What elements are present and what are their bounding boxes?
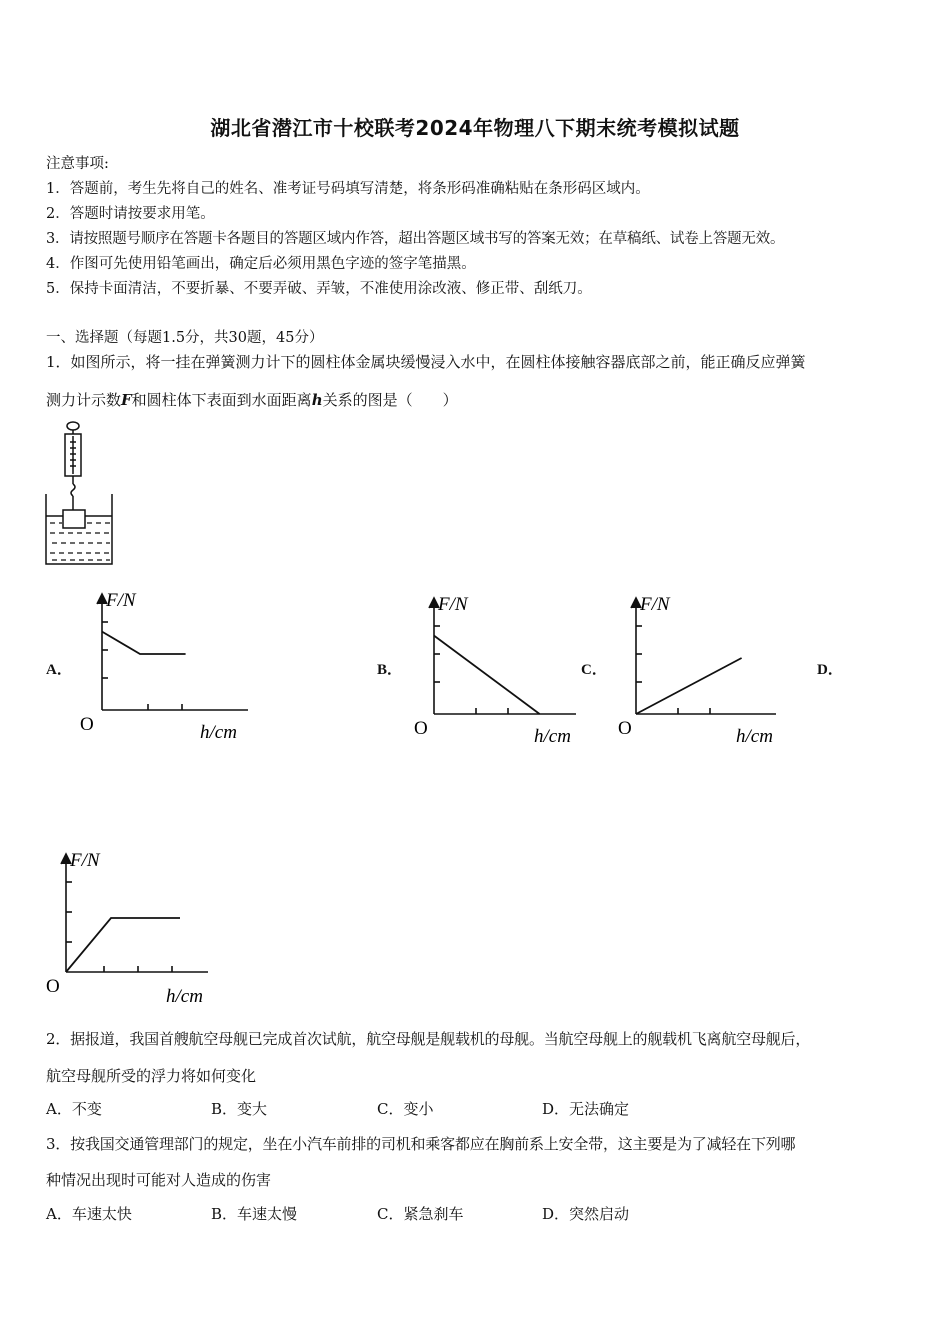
notice-item: 4．作图可先使用铅笔画出，确定后必须用黑色字迹的签字笔描黑。: [46, 256, 476, 272]
variable-f: F: [121, 391, 132, 409]
q1-text-part: 和圆柱体下表面到水面距离: [131, 391, 312, 409]
origin-label: O: [80, 714, 94, 735]
origin-label: O: [414, 718, 428, 739]
section-heading: 一、选择题（每题1.5分，共30题，45分）: [46, 330, 324, 346]
y-axis-label: F/N: [70, 850, 100, 871]
data-line: [434, 636, 540, 714]
spring-scale-apparatus-figure: [40, 418, 120, 570]
y-axis-label: F/N: [438, 594, 468, 615]
notice-item: 1．答题前，考生先将自己的姓名、准考证号码填写清楚，将条形码准确粘贴在条形码区域内。: [46, 181, 650, 197]
q3-stem-line1: 3．按我国交通管理部门的规定，坐在小汽车前排的司机和乘客都应在胸前系上安全带，这主要是为了减轻在下列哪: [46, 1135, 796, 1153]
origin-label: O: [46, 976, 60, 997]
q2-option-b: B．变大: [211, 1100, 268, 1118]
y-axis-label: F/N: [640, 594, 670, 615]
variable-h: h: [311, 391, 323, 409]
notice-item: 3．请按照题号顺序在答题卡各题目的答题区域内作答，超出答题区域书写的答案无效；在草稿纸、试卷上答题无效。: [46, 231, 785, 247]
q2-stem-line1: 2．据报道，我国首艘航空母舰已完成首次试航，航空母舰是舰载机的母舰。当航空母舰上的舰载机飞离航空母舰后，: [46, 1030, 811, 1048]
graph-option-d: [42, 846, 218, 1006]
q3-option-d: D．突然启动: [542, 1205, 630, 1223]
q2-option-d: D．无法确定: [542, 1100, 630, 1118]
q3-option-c: C．紧急刹车: [377, 1205, 464, 1223]
q3-option-a: A．车速太快: [46, 1205, 132, 1223]
notice-item: 5．保持卡面清洁，不要折暴、不要弄破、弄皱，不准使用涂改液、修正带、刮纸刀。: [46, 281, 592, 297]
q1-stem-line1: 1．如图所示，将一挂在弹簧测力计下的圆柱体金属块缓慢浸入水中，在圆柱体接触容器底部之前，能正确反应弹簧: [46, 353, 806, 371]
notice-item: 2．答题时请按要求用笔。: [46, 206, 215, 222]
q3-option-b: B．车速太慢: [211, 1205, 298, 1223]
q3-stem-line2: 种情况出现时可能对人造成的伤害: [46, 1171, 272, 1189]
y-axis-label: F/N: [106, 590, 136, 611]
x-axis-label: h/cm: [200, 722, 237, 743]
q1-text-part: 测力计示数: [46, 391, 122, 409]
q2-option-c: C．变小: [377, 1100, 434, 1118]
option-d-label: D．: [817, 662, 843, 678]
data-line: [66, 918, 180, 972]
q2-stem-line2: 航空母舰所受的浮力将如何变化: [46, 1067, 257, 1085]
x-axis-label: h/cm: [534, 726, 571, 747]
data-line: [636, 658, 742, 714]
q1-text-part: 关系的图是（ ）: [322, 391, 458, 409]
data-line: [102, 632, 186, 654]
q1-stem-line2: [46, 389, 458, 410]
graph-option-b: [410, 590, 586, 750]
q2-option-a: A．不变: [46, 1100, 102, 1118]
notice-heading: 注意事项:: [46, 156, 109, 172]
option-c-label: C．: [581, 662, 607, 678]
page-title: 湖北省潜江市十校联考2024年物理八下期末统考模拟试题: [210, 116, 740, 140]
spring-scale-icon: [65, 422, 81, 510]
option-b-label: B．: [377, 662, 403, 678]
x-axis-label: h/cm: [166, 986, 203, 1006]
option-a-label: A．: [46, 662, 72, 678]
graph-option-c: [612, 590, 788, 750]
origin-label: O: [618, 718, 632, 739]
beaker-with-water: [46, 494, 112, 564]
x-axis-label: h/cm: [736, 726, 773, 747]
graph-option-a: [78, 586, 254, 746]
